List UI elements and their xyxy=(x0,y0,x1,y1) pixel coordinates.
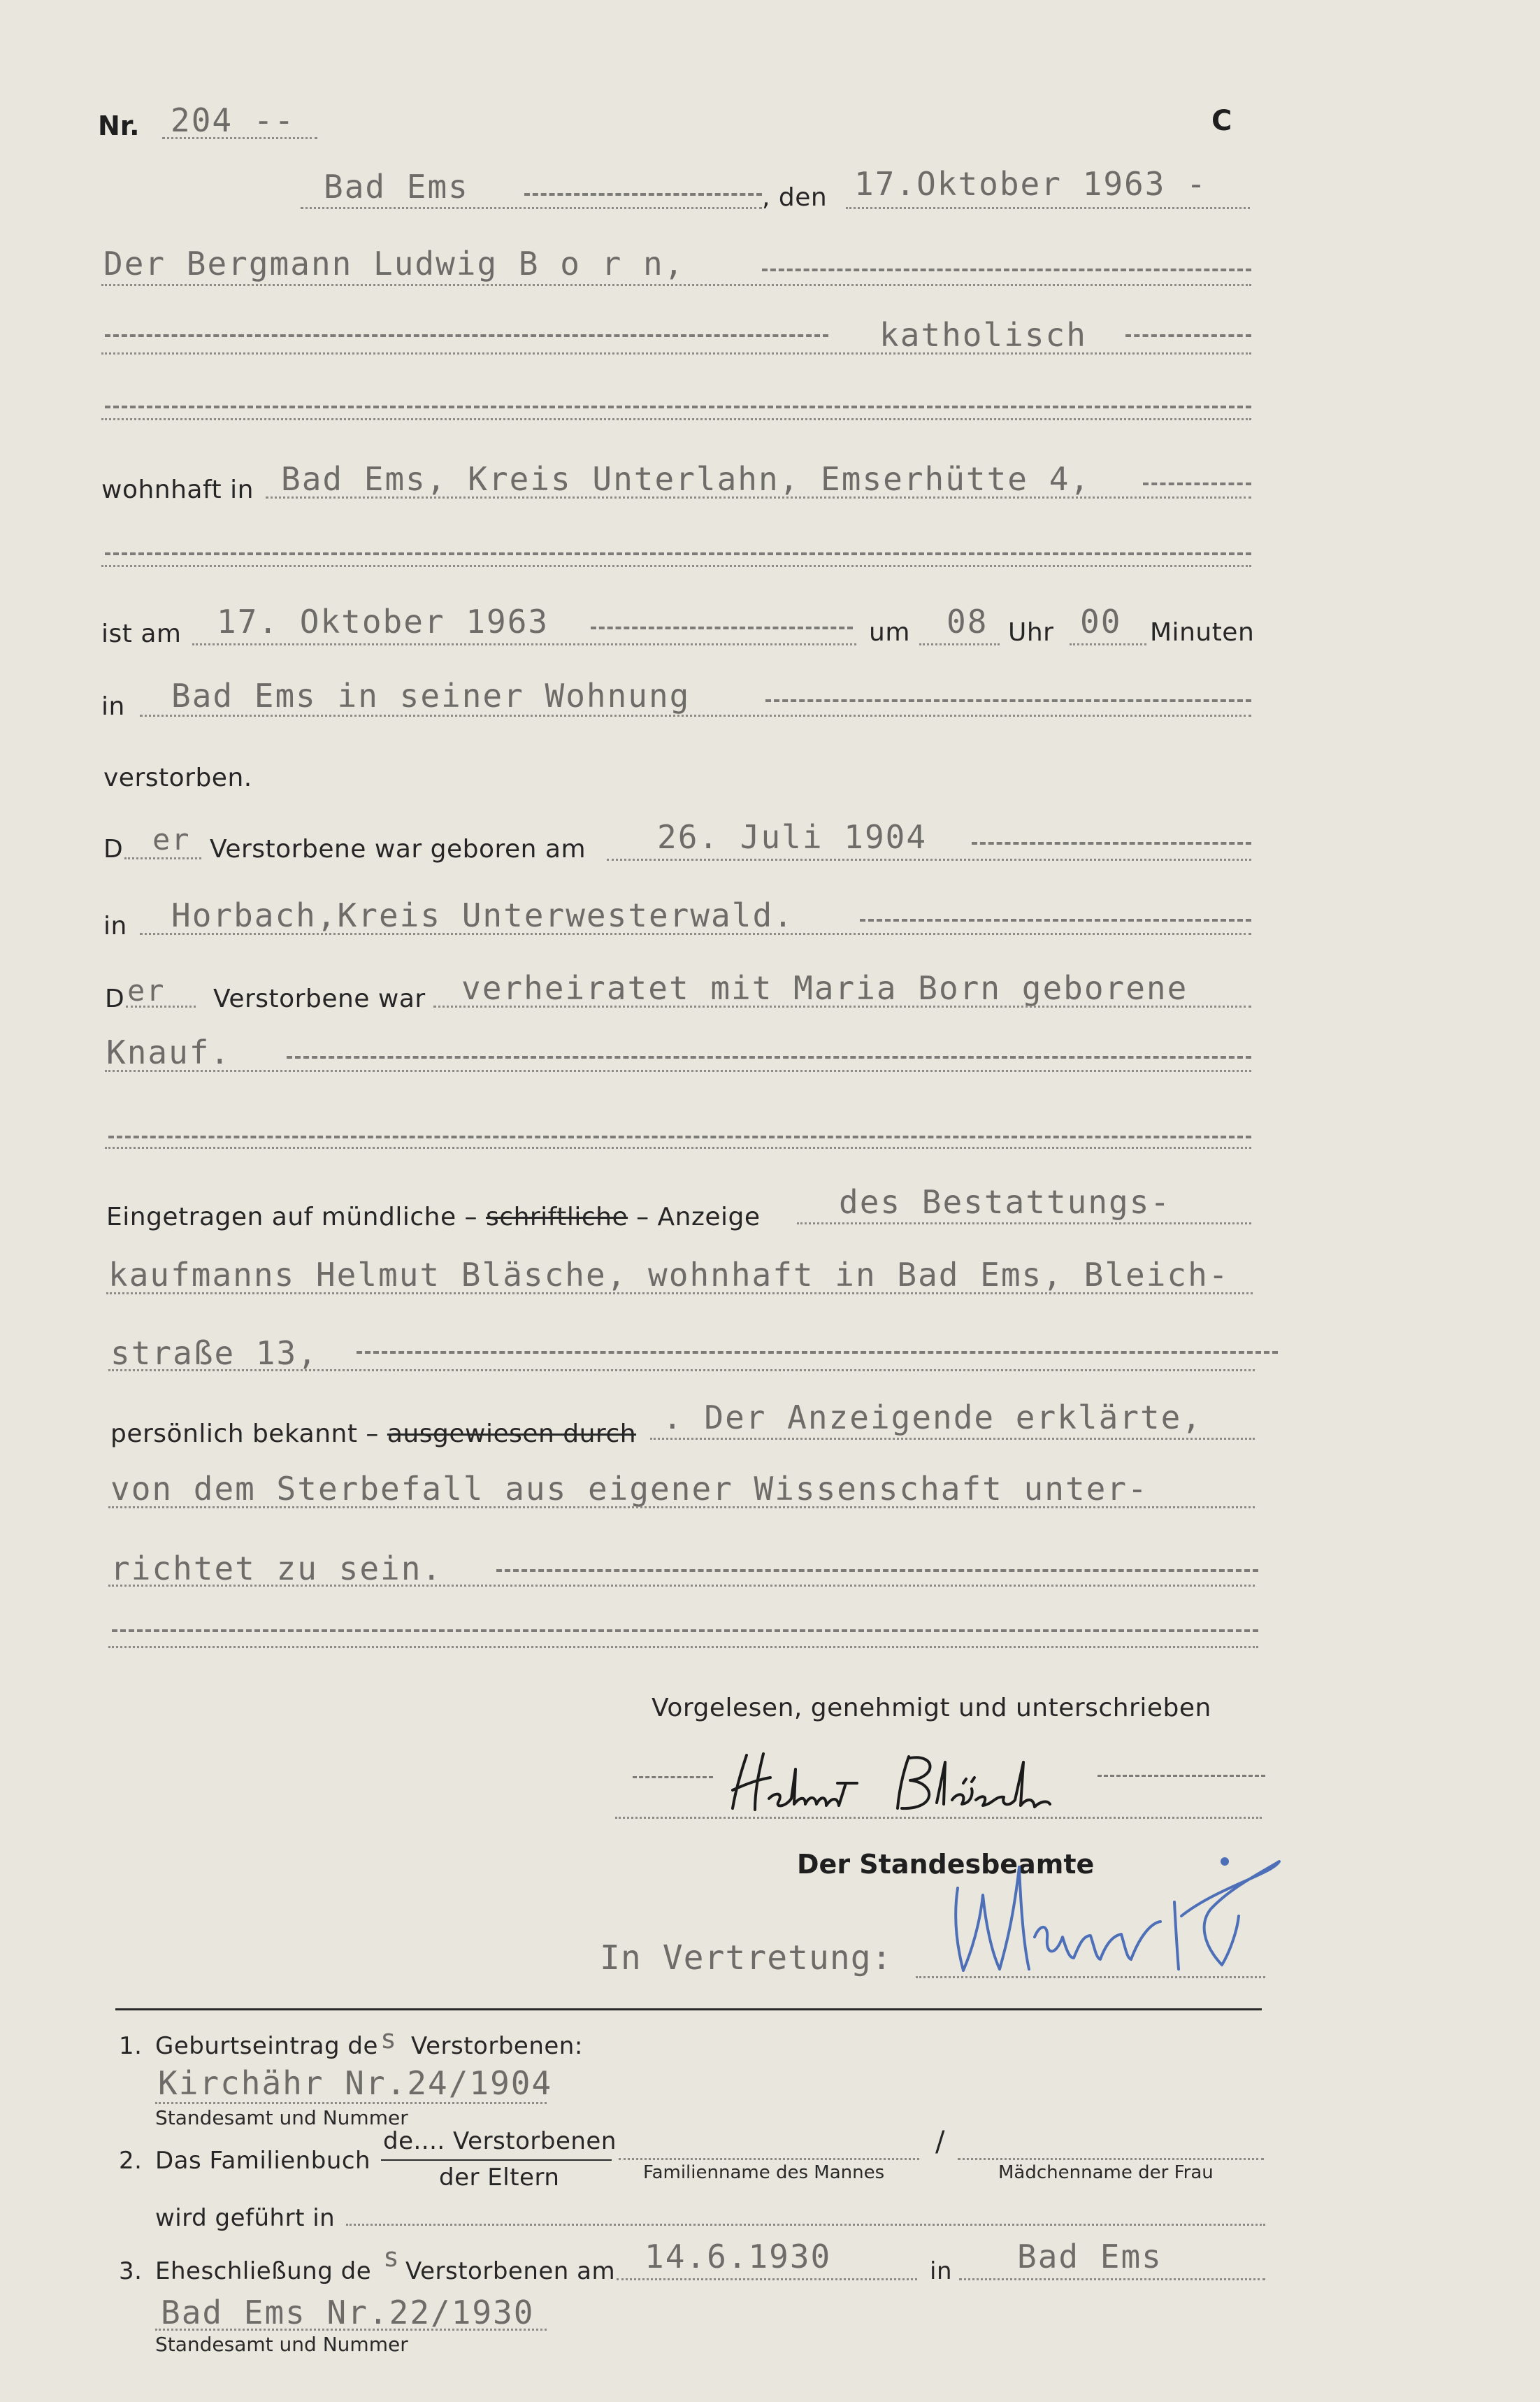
footer-item-1-label: Geburtseintrag de xyxy=(155,2032,378,2060)
residence-value: Bad Ems, Kreis Unterlahn, Emserhütte 4, xyxy=(281,460,1091,498)
marriage-text-1: verheiratet mit Maria Born geborene xyxy=(461,969,1188,1007)
dotted-line xyxy=(108,1369,1255,1371)
dotted-line xyxy=(101,284,1251,286)
filler-dashes xyxy=(765,699,1251,702)
deceased-name: Der Bergmann Ludwig B o r n, xyxy=(103,245,685,283)
record-number: 204 -- xyxy=(171,101,296,139)
footer-item-3-number: 3. xyxy=(119,2257,143,2285)
informant-text-3: straße 13, xyxy=(110,1334,318,1372)
deceased-religion: katholisch xyxy=(879,316,1087,354)
marriage-place: Bad Ems xyxy=(1017,2238,1163,2275)
death-place-label: in xyxy=(101,692,125,721)
death-date: 17. Oktober 1963 xyxy=(217,603,549,641)
dotted-line xyxy=(108,1646,1258,1648)
footer-item-3-in: in xyxy=(930,2257,952,2285)
section-divider xyxy=(115,2008,1262,2010)
footer-birth-record: Kirchähr Nr.24/1904 xyxy=(158,2064,553,2102)
birth-prefix: D xyxy=(103,835,124,864)
death-date-label: ist am xyxy=(101,620,182,648)
residence-label: wohnhaft in xyxy=(101,476,254,504)
report-label xyxy=(106,1203,761,1231)
dotted-line xyxy=(155,2102,547,2104)
hour-label: Uhr xyxy=(1008,618,1054,647)
dotted-line xyxy=(140,715,1251,717)
maiden-name-caption: Mädchenname der Frau xyxy=(998,2162,1214,2183)
identification-label xyxy=(110,1420,636,1448)
dotted-line xyxy=(108,1585,1255,1587)
footer-item-2-bottom: der Eltern xyxy=(439,2164,560,2192)
marriage-text-2: Knauf. xyxy=(106,1034,231,1071)
dotted-line xyxy=(797,1222,1251,1224)
dotted-line xyxy=(108,1506,1255,1508)
report-label-struck: schriftliche xyxy=(486,1203,628,1231)
informant-text-6: richtet zu sein. xyxy=(110,1550,443,1587)
filler-dashes xyxy=(972,842,1251,845)
filler-dashes xyxy=(105,552,1251,555)
dotted-line xyxy=(607,859,1251,861)
filler-dashes xyxy=(860,919,1251,922)
dotted-line xyxy=(101,352,1251,355)
filler-dashes xyxy=(496,1569,1258,1572)
identification-label-a: persönlich bekannt – xyxy=(110,1420,379,1448)
footer-item-1-label-2: Verstorbenen: xyxy=(411,2032,583,2060)
nr-label: Nr. xyxy=(98,110,140,141)
dotted-line xyxy=(617,2278,917,2280)
footer-item-3-caption: Standesamt und Nummer xyxy=(155,2333,408,2356)
filler-dashes xyxy=(524,193,762,196)
dotted-line xyxy=(919,643,1000,645)
marriage-label: Verstorbene war xyxy=(213,985,426,1013)
dotted-line xyxy=(101,418,1251,420)
registrar-label: Der Standesbeamte xyxy=(797,1849,1095,1880)
registry-place: Bad Ems xyxy=(324,168,469,206)
report-label-b: – Anzeige xyxy=(636,1203,761,1231)
minutes-label: Minuten xyxy=(1150,618,1255,647)
birth-place-label: in xyxy=(103,912,127,941)
dotted-line xyxy=(140,933,1251,935)
filler-dashes xyxy=(633,1776,713,1778)
deputy-label: In Vertretung: xyxy=(600,1938,893,1978)
dotted-line xyxy=(619,2158,919,2160)
informant-text-1: des Bestattungs- xyxy=(839,1183,1172,1221)
footer-marriage-record: Bad Ems Nr.22/1930 xyxy=(161,2294,535,2331)
read-approved-label: Vorgelesen, genehmigt und unterschrieben xyxy=(652,1694,1211,1722)
death-place: Bad Ems in seiner Wohnung xyxy=(171,677,691,715)
filler-dashes xyxy=(1125,334,1251,337)
dotted-line xyxy=(101,565,1251,567)
footer-item-3-fill: s xyxy=(383,2242,401,2273)
birth-label: Verstorbene war geboren am xyxy=(210,835,587,864)
identification-label-struck: ausgewiesen durch xyxy=(387,1420,637,1448)
report-label-a: Eingetragen auf mündliche – xyxy=(106,1203,478,1231)
dotted-line xyxy=(126,1006,196,1008)
footer-item-1-number: 1. xyxy=(119,2032,143,2060)
dotted-line xyxy=(192,643,856,645)
dotted-line xyxy=(301,207,762,209)
dotted-line xyxy=(959,2278,1265,2280)
dotted-line xyxy=(346,2224,1265,2226)
filler-dashes xyxy=(357,1351,1278,1354)
filler-dashes xyxy=(1143,482,1251,485)
dotted-line xyxy=(105,1070,1251,1072)
copy-letter: C xyxy=(1211,105,1232,137)
dotted-line xyxy=(266,496,1251,499)
footer-item-1-fill: s xyxy=(380,2024,398,2054)
slash: / xyxy=(935,2126,945,2158)
dotted-line xyxy=(433,1006,1251,1008)
filler-dashes xyxy=(105,406,1251,408)
dotted-line xyxy=(958,2158,1264,2160)
informant-text-5: von dem Sterbefall aus eigener Wissenschaft unter- xyxy=(110,1470,1149,1508)
birth-gender-suffix: er xyxy=(152,822,191,857)
filler-dashes xyxy=(287,1056,1251,1059)
filler-dashes xyxy=(105,334,828,337)
filler-dashes xyxy=(762,269,1251,271)
family-book-kept-label: wird geführt in xyxy=(155,2204,336,2232)
husband-name-caption: Familienname des Mannes xyxy=(643,2162,885,2183)
informant-text-4: . Der Anzeigende erklärte, xyxy=(663,1399,1203,1436)
footer-item-2-number: 2. xyxy=(119,2147,143,2175)
registrar-signature-image xyxy=(951,1846,1286,1986)
filler-dashes xyxy=(112,1629,1258,1632)
filler-dashes xyxy=(1098,1775,1265,1777)
footer-item-3-label-2: Verstorbenen am xyxy=(405,2257,616,2285)
fraction-line xyxy=(381,2159,612,2161)
dotted-line xyxy=(155,2329,547,2331)
registry-date: 17.Oktober 1963 - xyxy=(854,165,1207,203)
filler-dashes xyxy=(108,1136,1251,1138)
time-label: um xyxy=(869,618,910,647)
birth-place: Horbach,Kreis Unterwesterwald. xyxy=(171,896,794,934)
informant-signature-image xyxy=(727,1741,1077,1818)
footer-item-1-caption: Standesamt und Nummer xyxy=(155,2106,408,2129)
death-hour: 08 xyxy=(947,603,988,641)
dotted-line xyxy=(106,1292,1253,1294)
dotted-line xyxy=(1070,643,1146,645)
footer-item-3-label: Eheschließung de xyxy=(155,2257,372,2285)
death-minutes: 00 xyxy=(1080,603,1122,641)
dotted-line xyxy=(162,137,317,139)
informant-text-2: kaufmanns Helmut Bläsche, wohnhaft in Bad Ems, Bleich- xyxy=(108,1256,1230,1294)
marriage-gender-suffix: er xyxy=(127,973,166,1008)
marriage-date: 14.6.1930 xyxy=(645,2238,832,2275)
dotted-line xyxy=(846,207,1250,209)
filler-dashes xyxy=(591,627,853,629)
birth-date: 26. Juli 1904 xyxy=(657,818,928,856)
marriage-prefix: D xyxy=(105,985,125,1013)
den-label: , den xyxy=(762,183,828,212)
dotted-line xyxy=(650,1438,1255,1440)
footer-item-2-label: Das Familienbuch xyxy=(155,2147,371,2175)
footer-item-2-top: de.... Verstorbenen xyxy=(383,2127,617,2155)
dotted-line xyxy=(124,857,201,859)
dotted-line xyxy=(105,1147,1251,1149)
died-label: verstorben. xyxy=(103,764,252,792)
